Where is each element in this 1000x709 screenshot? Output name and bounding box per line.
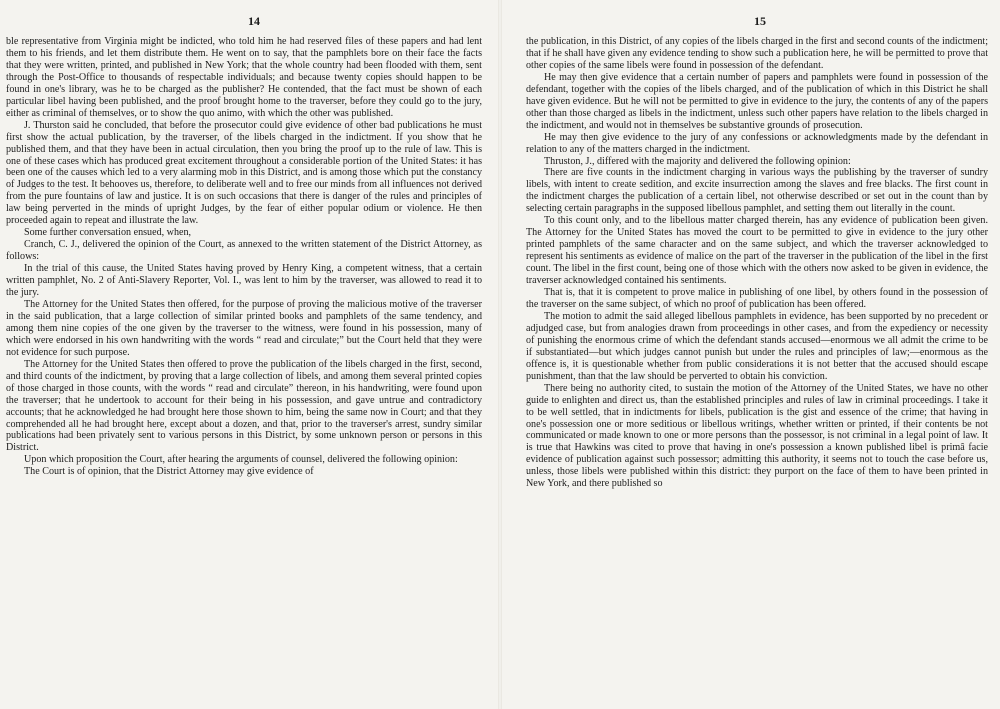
paragraph: ble representative from Virginia might be indicted, who told him he had reserved files of these papers and had lent them to his friends, and let them distribute them. He went on to say, that the pamphlets bore on their face the facts that they were written, printed, and published in New York; that the whole country had been flooded with them, sent through the Post-Office to thousands of respectable individuals; and because twenty copies should happen to be found in one's library, was he to be charged as the publisher? He contended, that the fact must be shown of each particular libel having been published, and the proof brought home to the traverser, before they could go to the jury, either as criminal of themselves, or to show the quo animo, with which the other was published.: [6, 36, 482, 119]
paragraph: In the trial of this cause, the United States having proved by Henry King, a competent witness, that a certain written pamphlet, No. 2 of Anti-Slavery Reporter, Vol. I., was lent to him by the traverser, was allowed to read it to the jury.: [6, 263, 482, 299]
paragraph: Cranch, C. J., delivered the opinion of the Court, as annexed to the written statement of the District Attorney, as follows:: [6, 239, 482, 263]
paragraph: There being no authority cited, to sustain the motion of the Attorney of the United States, we have no other guide to enlighten and direct us, than the established principles and rules of law in criminal proceedings. I take it to be well settled, that in indictments for libels, publication is the gist and essence of the crime; that having in one's possession one or more seditious or libellous writings, whether written or printed, if their contents be not communicated or made known to one or more persons than the possessor, is not criminal in a legal point of law. It is true that Hawkins was cited to prove that having in one's possession a known published libel is primâ facie evidence of publication against such possessor; admitting this authority, it seems not to touch the case before us, unless, those libels were published within this district: they purport on the face of them to have been printed in New York, and there published so: [526, 382, 988, 490]
paragraph: the publication, in this District, of any copies of the libels charged in the first and second counts of the indictment; that if he shall have given any evidence tending to show such a publication here, he will be permitted to prove that other copies of the same libels were found in possession of the defendant.: [526, 36, 988, 71]
paragraph: The Court is of opinion, that the District Attorney may give evidence of: [24, 466, 314, 478]
paragraph: Thruston, J., differed with the majority and delivered the following opinion:: [544, 155, 851, 167]
paragraph: J. Thurston said he concluded, that before the prosecutor could give evidence of other bad publications he must first show the actual publication, by the traverser, of the libels charged in the indictment. If you show that he published them, and that they have been in actual circulation, then you bring the proof up to the rule of law. This is one of these cases which has produced great excitement throughout a considerable portion of the United States: it has been one of the causes which led to a very alarming mob in this District, and is among those which put the constancy of Judges to the test. It behooves us, therefore, to deliberate well and to free our minds from all influences not derived from the pure fountains of law and justice. It is on such occasions that there is danger of the rules and principles of law being perverted in the minds of upright Judges, by the fear of either popular odium or violence. He then proceeded again to repeat and illustrate the law.: [6, 119, 482, 227]
right-page: [500, 0, 1000, 709]
paragraph: To this count only, and to the libellous matter charged therein, has any evidence of publication been given. The Attorney for the United States has moved the court to be permitted to give in evidence to the jury other printed pamphlets of the same character and on the same subject, and which the traverser acknowledged to represent his sentiments as evidence of malice on the part of the traverser in the publication of the libel in the first count. The libel in the first count, being one of those which with the others now asked to be given in evidence, the traverser acknowledged contained his sentiments.: [526, 215, 988, 287]
paragraph: The Attorney for the United States then offered, for the purpose of proving the malicious motive of the traverser in the said publication, that a large collection of similar printed books and pamphlets of the same tendency, and among them nine copies of the one given by the traverser to the witness, were found in his possession, many of which were endorsed in his own handwriting with the words “ read and circulate;” but the Court held that they were not evidence for such purpose.: [6, 298, 482, 358]
paragraph: He may then give evidence that a certain number of papers and pamphlets were found in possession of the defendant, together with the copies of the libels charged, and of the publication of which in this District he shall have given evidence. But he will not be permitted to give in evidence to the jury, the contents of any of the papers other than those charged as libels in the indictment, unless such other papers have relation to the libels charged in the indictment, and would not in themselves be substantive grounds of prosecution.: [526, 71, 988, 131]
paragraph: That is, that it is competent to prove malice in publishing of one libel, by others found in the possession of the traverser on the same subject, of which no proof of publication has been offered.: [526, 287, 988, 310]
page-number-right: 15: [754, 14, 766, 28]
paragraph: The motion to admit the said alleged libellous pamphlets in evidence, has been supported by no precedent or adjudged case, but from analogies drawn from proceedings in other cases, and from the expediency or necessity of punishing the enormous crime of which the defendant stands accused—enormous we all admit the crime to be if substantiated—but which judges cannot punish but under the rules and principles of law;—enormous as the offence is, it is questionable whether from public considerations it is not better that the accused should escape punishment, than that the law should be perverted to obtain his conviction.: [526, 310, 988, 382]
paragraph: Some further conversation ensued, when,: [24, 227, 192, 239]
paragraph: There are five counts in the indictment charging in various ways the publishing by the traverser of sundry libels, with intent to create sedition, and excite insurrection among the slaves and free blacks. The first count in the indictment charges the publication of a certain libel, not otherwise described or set out in the count than by selecting certain paragraphs in the supposed libellous pamphlet, and setting them out literally in the count.: [526, 167, 988, 215]
page-number-left: 14: [248, 14, 260, 28]
paragraph: The Attorney for the United States then offered to prove the publication of the libels charged in the first, second, and third counts of the indictment, by proving that a large collection of libels, and among them several printed copies of those charged in those counts, with the words “ read and circulate” thereon, in his handwriting, were found upon the traverser; that he undertook to account for their being in his possession, and gave untrue and contradictory accounts; that he acknowledged he had brought here those shown to him, being the same now in Court; and that they comprehended all he had brought here, except about a dozen, and that, prior to the traverser's arrest, sundry similar publications had been privately sent to various persons in this District, by some unknown person or persons in this District.: [6, 358, 482, 454]
paragraph: He may then give evidence to the jury of any confessions or acknowledgments made by the defendant in relation to any of the matters charged in the indictment.: [526, 131, 988, 155]
paragraph: Upon which proposition the Court, after hearing the arguments of counsel, delivered the following opinion:: [24, 454, 458, 466]
